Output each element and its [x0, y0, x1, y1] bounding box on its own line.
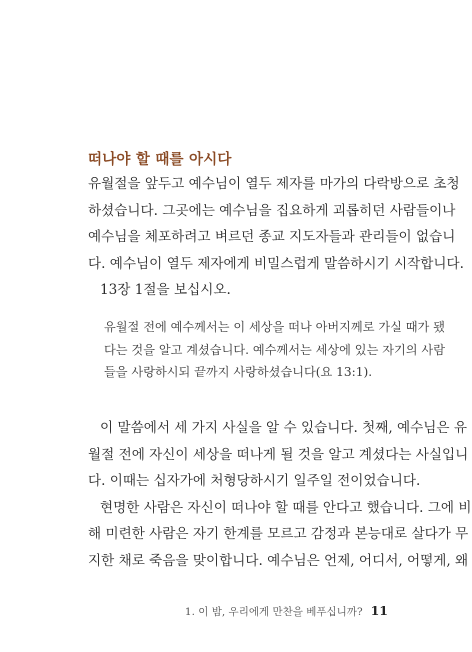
text-line: 지한 채로 죽음을 맞이합니다. 예수님은 언제, 어디서, 어떻게, 왜 — [88, 552, 469, 569]
text-line: 다. 이때는 십자가에 처형당하시기 일주일 전이었습니다. — [88, 473, 421, 489]
text-line: 다. 예수님이 열두 제자에게 비밀스럽게 말씀하시기 시작합니다. — [88, 255, 464, 272]
quote-line: 다는 것을 알고 계셨습니다. 예수께서는 세상에 있는 자기의 사람 — [104, 342, 445, 357]
quote-line: 들을 사랑하시되 끝까지 사랑하셨습니다(요 13:1). — [104, 365, 373, 379]
section-title: 떠나야 할 때를 아시다 — [88, 151, 232, 168]
text-line: 이 말씀에서 세 가지 사실을 알 수 있습니다. 첫째, 예수님은 유 — [100, 420, 468, 436]
chapter-title: 1. 이 밤, 우리에게 만찬을 베푸십니까? — [184, 606, 363, 618]
page-number: 11 — [370, 603, 388, 618]
text-line: 13장 1절을 보십시오. — [100, 282, 231, 298]
text-line: 월절 전에 자신이 세상을 떠나게 될 것을 알고 계셨다는 사실입니 — [88, 446, 469, 463]
scripture-quote — [104, 316, 445, 384]
paragraph-explanation — [88, 415, 472, 574]
text-line: 예수님을 체포하려고 벼르던 종교 지도자들과 관리들이 없습니 — [88, 229, 456, 245]
page-footer — [0, 603, 388, 619]
text-line: 현명한 사람은 자신이 떠나야 할 때를 안다고 했습니다. 그에 비 — [100, 499, 472, 516]
text-line: 해 미련한 사람은 자기 한계를 모르고 감정과 본능대로 살다가 무 — [88, 526, 469, 542]
quote-line: 유월절 전에 예수께서는 이 세상을 떠나 아버지께로 가실 때가 됐 — [104, 320, 445, 334]
text-line: 유월절을 앞두고 예수님이 열두 제자를 마가의 다락방으로 초청 — [88, 176, 460, 192]
text-line: 하셨습니다. 그곳에는 예수님을 집요하게 괴롭히던 사람들이나 — [88, 202, 456, 219]
paragraph-intro — [88, 171, 464, 304]
